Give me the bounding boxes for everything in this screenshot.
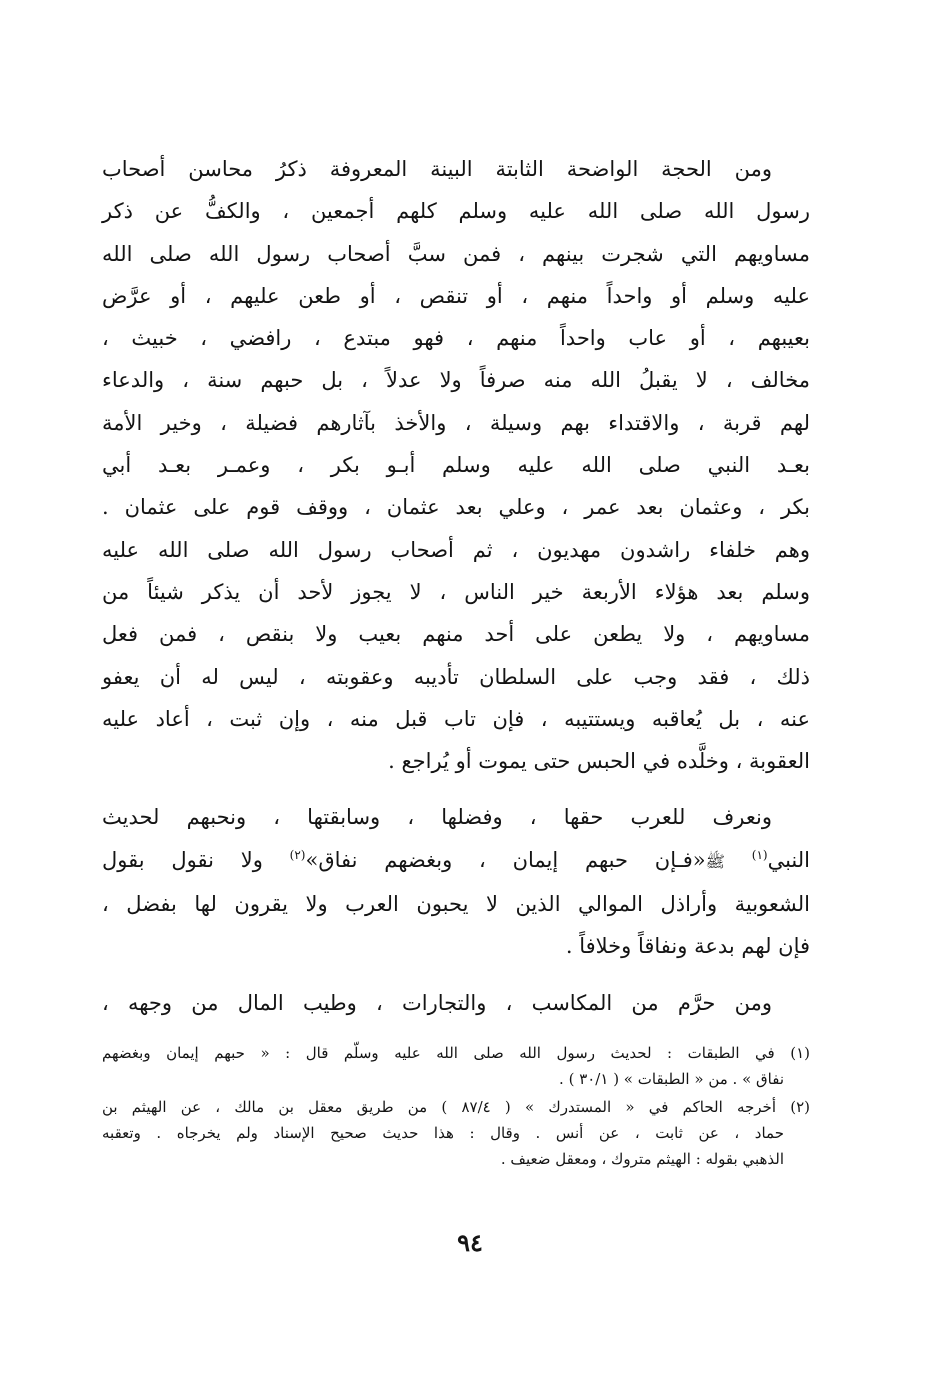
footnote-line: الذهبي بقوله : الهيثم متروك ، ومعقل ضعيف . bbox=[500, 1150, 784, 1168]
text-line: ونعرف للعرب حقها ، وفضلها ، وسابقتها ، ونحبهم لحديث bbox=[102, 805, 772, 830]
paragraph-2 bbox=[102, 796, 810, 967]
footnote-line: (١) في الطبقات : لحديث رسول الله صلى الله عليه وسلّم قال : « حبهم إيمان وبغضهم bbox=[102, 1044, 810, 1062]
text-line: وهم خلفاء راشدون مهديون ، ثم أصحاب رسول الله صلى الله عليه bbox=[102, 537, 810, 562]
footnote-line: حماد ، عن ثابت ، عن أنس . وقال : هذا حديث صحيح الإسناد ولم يخرجاه . وتعقبه bbox=[102, 1124, 784, 1142]
text-line: بعيبهم ، أو عاب واحداً منهم ، فهو مبتدع ، رافضي ، خبيث ، bbox=[102, 326, 810, 351]
footnote-reference-1: (١) bbox=[751, 847, 768, 862]
footnote-line: نفاق » . من « الطبقات » ( ٣٠/١ ) . bbox=[559, 1070, 784, 1088]
footnotes bbox=[102, 1040, 810, 1174]
page-number: ٩٤ bbox=[457, 1228, 483, 1257]
text-line: ومن حرَّم من المكاسب ، والتجارات ، وطيب المال من وجهه ، bbox=[102, 990, 772, 1015]
hadith-quote: «فـإن حبهم إيمان ، وبغضهم نفاق» bbox=[305, 847, 706, 872]
paragraph-3 bbox=[102, 982, 810, 1024]
text-line: رسول الله صلى الله عليه وسلم كلهم أجمعين ، والكفُّ عن ذكر bbox=[102, 199, 810, 224]
footnote-divider bbox=[102, 1030, 810, 1031]
footnote-line: (٢) أخرجه الحاكم في « المستدرك » ( ٨٧/٤ ) من طريق معقل بن مالك ، عن الهيثم بن bbox=[102, 1098, 810, 1116]
paragraph-1 bbox=[102, 148, 810, 782]
footnote-reference-2: (٢) bbox=[289, 847, 306, 862]
text-line: بكر ، وعثمان بعد عمر ، وعلي بعد عثمان ، ووقف قوم على عثمان . bbox=[102, 495, 810, 520]
text-line-with-references bbox=[102, 839, 810, 883]
salla-glyph: ﷺ bbox=[705, 851, 725, 871]
footnote-2 bbox=[102, 1094, 810, 1172]
text-line: عليه وسلم أو واحداً منهم ، أو تنقص ، أو طعن عليهم ، أو عرَّض bbox=[102, 283, 810, 308]
text-line: مساويهم التي شجرت بينهم ، فمن سبَّ أصحاب رسول الله صلى الله bbox=[102, 241, 810, 266]
text-fragment: ولا نقول بقول bbox=[102, 847, 263, 872]
text-line: مساويهم ، ولا يطعن على أحد منهم بعيب ولا بنقص ، فمن فعل bbox=[102, 622, 810, 647]
text-line: لهم قربة ، والاقتداء بهم وسيلة ، والأخذ بآثارهم فضيلة ، وخير الأمة bbox=[102, 410, 810, 435]
text-line: وسلم بعد هؤلاء الأربعة خير الناس ، لا يجوز لأحد أن يذكر شيئاً من bbox=[102, 579, 810, 604]
text-line: العقوبة ، وخلَّده في الحبس حتى يموت أو يُراجع . bbox=[388, 749, 810, 774]
text-line: مخالف ، لا يقبلُ الله منه صرفاً ولا عدلاً ، بل حبهم سنة ، والدعاء bbox=[102, 368, 810, 393]
main-text bbox=[102, 148, 810, 1024]
text-line: عنه ، بل يُعاقبه ويستتيبه ، فإن تاب قبل منه ، وإن ثبت ، أعاد عليه bbox=[102, 706, 810, 731]
text-line: الشعوبية وأراذل الموالي الذين لا يحبون العرب ولا يقرون لها بفضل ، bbox=[102, 892, 810, 917]
text-fragment: النبي bbox=[767, 847, 811, 872]
footnote-1 bbox=[102, 1040, 810, 1092]
text-line: بعـد النبي صلى الله عليه وسلم أبـو بكر ، وعمـر بعـد أبي bbox=[102, 453, 810, 478]
text-line: ومن الحجة الواضحة الثابتة البينة المعروفة ذكرُ محاسن أصحاب bbox=[102, 157, 772, 181]
text-line: فإن لهم بدعة ونفاقاً وخلافاً . bbox=[565, 934, 810, 959]
text-line: ذلك ، فقد وجب على السلطان تأديبه وعقوبته ، ليس له أن يعفو bbox=[102, 664, 810, 689]
